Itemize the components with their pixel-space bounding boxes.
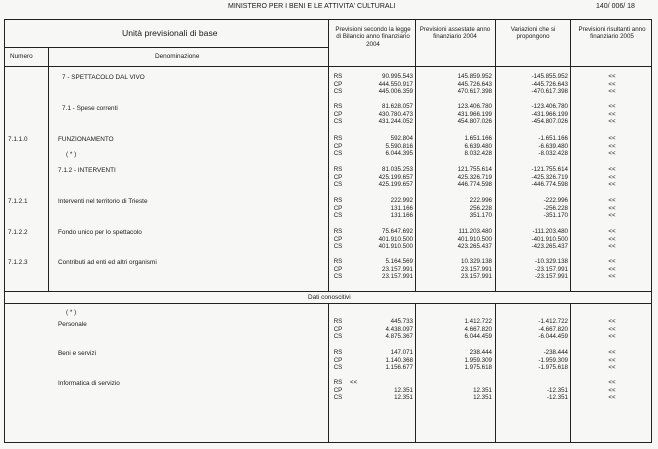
rule-col4 [570,19,571,291]
row-values-c1: << 12.351 12.351 [350,379,413,402]
row-label: Beni e servizi [58,350,97,357]
row-values-c3: -1.412.722 -4.667.820 -6.044.459 [538,318,568,341]
row-values-c2: 121.755.614 425.326.719 446.774.598 [457,166,492,189]
row-values-c3: -111.203.480 -401.910.500 -423.265.437 [531,228,568,251]
row-values-c2: 145.859.952 445.726.643 470.617.398 [457,73,492,96]
row-values-c3: -10.329.138 -23.157.991 -23.157.991 [534,258,568,281]
rule-type-col-2 [328,303,329,443]
row-values-c4: << << << [608,166,616,189]
row-types: RS CP CS [333,258,343,281]
row-number: 7.1.2.2 [8,229,28,236]
ministry-header: MINISTERO PER I BENI E LE ATTIVITA' CULTURALI [228,3,396,10]
row-values-c4: << << << [608,228,616,251]
heading-adjusted-2004: Previsioni assestate anno finanziario 2004 [419,26,491,41]
row-values-c2: 1.412.722 4.667.820 6.044.459 [464,318,492,341]
row-values-c3: -123.406.780 -431.966.199 -454.807.026 [531,103,568,126]
heading-result-2005: Previsioni risultanti anno finanziario 2005 [578,26,646,41]
rule-type-col [328,19,329,291]
row-types: RS CP CS [333,379,343,402]
row-label: 7.1 - Spese correnti [62,105,118,112]
row-label: Contributi ad enti ed altri organismi [58,259,157,266]
row-types: RS CP CS [333,73,343,96]
row-values-c1: 81.628.057 430.780.473 431.244.052 [378,103,413,126]
row-label: 7.1.2 - INTERVENTI [58,167,116,174]
row-types: RS CP CS [333,166,343,189]
row-types: RS CP CS [333,318,343,341]
row-label: 7 - SPETTACOLO DAL VIVO [62,74,145,81]
row-values-c4: << << << [608,103,616,126]
row-values-c2: 222.996 256.228 351.170 [469,197,492,220]
row-values-c4: << << << [608,258,616,281]
heading-budget-2004: Previsioni secondo la legge di Bilancio anno finanziario 2004 [335,26,411,48]
heading-number: Numero [10,53,33,60]
heading-unit: Unità previsionali di base [122,28,218,38]
rule-dati-top [4,291,652,292]
row-values-c3: -12.351 -12.351 [547,386,568,402]
heading-denomination: Denominazione [155,53,200,60]
row-label: Fondo unico per lo spettacolo [58,229,142,236]
row-types: RS CP CS [333,228,343,251]
row-values-c2: 123.406.780 431.966.199 454.807.026 [457,103,492,126]
row-values-c4: << << << [608,197,616,220]
row-values-c2: 238.444 1.959.309 1.975.618 [464,349,492,372]
rule-col2-b [415,303,416,443]
rule-col3-b [495,303,496,443]
row-label: Personale [58,321,87,328]
row-values-c4: << << << [608,318,616,341]
rule-number-col [48,47,49,291]
row-values-c3: -222.996 -256.228 -351.170 [543,197,568,220]
row-types: RS CP CS [333,135,343,158]
row-values-c3: -238.444 -1.959.309 -1.975.618 [538,349,568,372]
row-types: RS CP CS [333,197,343,220]
row-types: RS CP CS [333,103,343,126]
rule-col3 [495,19,496,291]
row-label: Interventi nel territorio di Trieste [58,198,148,205]
row-values-c4: << << << [608,73,616,96]
row-values-c3: -121.755.614 -425.326.719 -446.774.598 [531,166,568,189]
dati-conoscitivi-label: Dati conoscitivi [308,294,351,301]
row-values-c1: 147.071 1.140.368 1.156.677 [385,349,413,372]
row-values-c3: -1.651.166 -6.639.480 -8.032.428 [538,135,568,158]
row-values-c1: 5.164.569 23.157.991 23.157.991 [382,258,413,281]
row-values-c2: 10.329.138 23.157.991 23.157.991 [461,258,492,281]
row-values-c2: 111.203.480 401.910.500 423.265.437 [457,228,492,251]
row-note-marker: ( * ) [66,309,77,316]
row-values-c1: 81.035.253 425.199.657 425.199.657 [378,166,413,189]
row-number: 7.1.2.1 [8,198,28,205]
row-values-c4: << << << [608,135,616,158]
row-values-c2: 12.351 12.351 [473,386,492,402]
row-types: RS CP CS [333,349,343,372]
rule-unit-header [4,47,328,48]
row-label: FUNZIONAMENTO [58,136,114,143]
rule-col2 [415,19,416,291]
row-values-c2: 1.651.166 6.639.480 8.032.428 [464,135,492,158]
row-number: 7.1.1.0 [8,136,28,143]
row-values-c1: 592.804 5.590.816 6.044.395 [385,135,413,158]
row-number: 7.1.2.3 [8,259,28,266]
page-reference: 140/ 006/ 18 [596,3,635,10]
row-values-c3: -145.855.952 -445.726.643 -470.617.398 [531,73,568,96]
row-values-c1: 445.733 4.438.097 4.875.367 [385,318,413,341]
row-values-c1: 222.992 131.166 131.166 [390,197,413,220]
heading-variations: Variazioni che si propongono [510,26,556,41]
rule-col4-b [570,303,571,443]
row-values-c4: << << << [608,379,616,402]
row-label: Informatica di servizio [58,380,120,387]
row-values-c4: << << << [608,349,616,372]
row-values-c1: 75.647.692 401.910.500 401.910.500 [378,228,413,251]
row-values-c1: 90.995.543 444.550.917 445.006.359 [378,73,413,96]
row-note-marker: ( * ) [66,151,77,158]
